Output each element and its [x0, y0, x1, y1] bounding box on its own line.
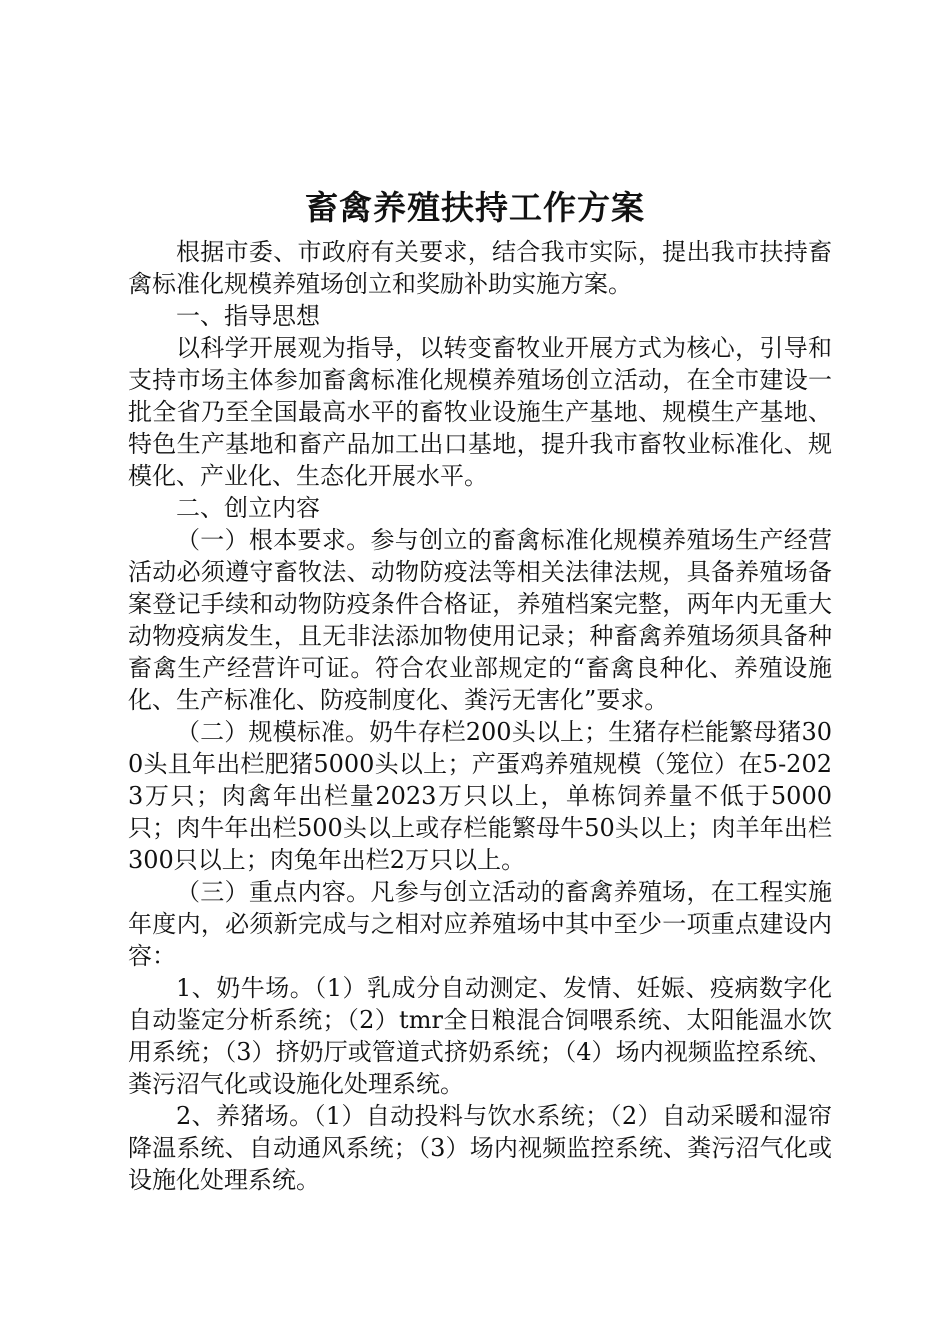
paragraph-scale-standards: （二）规模标准。奶牛存栏200头以上；生猪存栏能繁母猪300头且年出栏肥猪5000头以上；产蛋鸡养殖规模（笼位）在5-2023万只；肉禽年出栏量2023万只以上，单栋饲养量不低于5000只；肉牛年出栏500头以上或存栏能繁母牛50头以上；肉羊年出栏300只以上；肉兔年出栏2万只以上。 — [128, 718, 832, 874]
paragraph-pig-farm: 2、养猪场。（1）自动投料与饮水系统；（2）自动采暖和湿帘降温系统、自动通风系统；（3）场内视频监控系统、粪污沼气化或设施化处理系统。 — [128, 1102, 832, 1194]
heading-creation-content: 二、创立内容 — [176, 494, 320, 522]
paragraph-key-content: （三）重点内容。凡参与创立活动的畜禽养殖场，在工程实施年度内，必须新完成与之相对应养殖场中其中至少一项重点建设内容： — [128, 878, 832, 970]
document-title: 畜禽养殖扶持工作方案 — [305, 188, 645, 227]
paragraph-intro: 根据市委、市政府有关要求，结合我市实际，提出我市扶持畜禽标准化规模养殖场创立和奖励补助实施方案。 — [128, 238, 832, 298]
heading-guiding-ideology: 一、指导思想 — [176, 302, 320, 330]
paragraph-dairy-farm: 1、奶牛场。（1）乳成分自动测定、发情、妊娠、疫病数字化自动鉴定分析系统；（2）tmr全日粮混合饲喂系统、太阳能温水饮用系统；（3）挤奶厅或管道式挤奶系统；（4）场内视频监控系统、粪污沼气化或设施化处理系统。 — [128, 974, 832, 1098]
paragraph-guiding-ideology: 以科学开展观为指导，以转变畜牧业开展方式为核心，引导和支持市场主体参加畜禽标准化规模养殖场创立活动，在全市建设一批全省乃至全国最高水平的畜牧业设施生产基地、规模生产基地、特色生产基地和畜产品加工出口基地，提升我市畜牧业标准化、规模化、产业化、生态化开展水平。 — [128, 334, 832, 490]
document-body — [128, 236, 832, 1196]
paragraph-basic-requirements: （一）根本要求。参与创立的畜禽标准化规模养殖场生产经营活动必须遵守畜牧法、动物防疫法等相关法律法规，具备养殖场备案登记手续和动物防疫条件合格证，养殖档案完整，两年内无重大动物疫病发生，且无非法添加物使用记录；种畜禽养殖场须具备种畜禽生产经营许可证。符合农业部规定的“畜禽良种化、养殖设施化、生产标准化、防疫制度化、粪污无害化”要求。 — [128, 526, 832, 714]
